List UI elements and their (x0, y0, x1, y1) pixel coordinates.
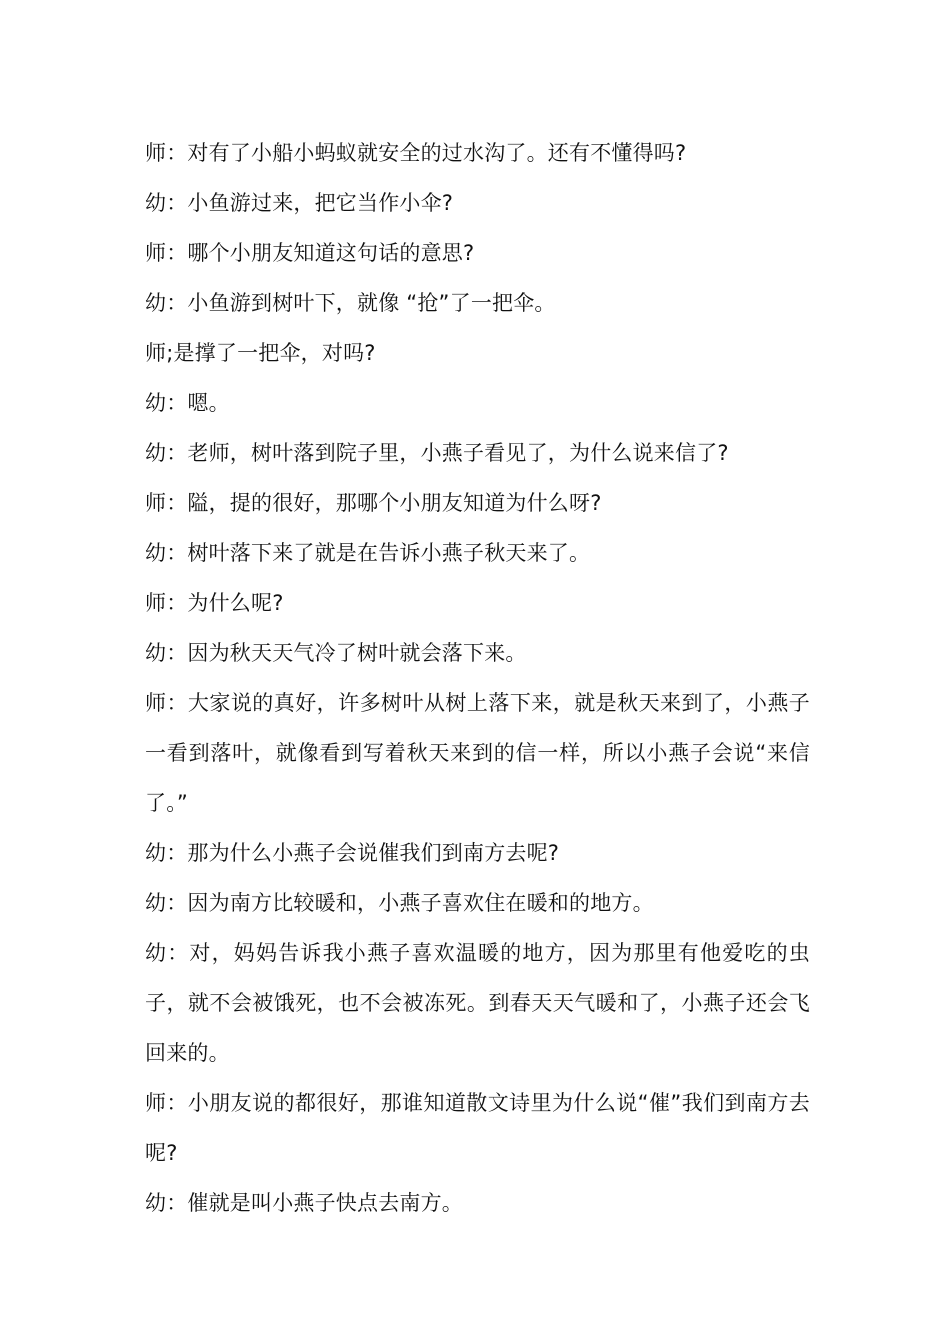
dialogue-line: 幼：老师，树叶落到院子里，小燕子看见了，为什么说来信了? (145, 441, 729, 465)
dialogue-line: 幼：因为南方比较暖和，小燕子喜欢住在暖和的地方。 (145, 891, 654, 915)
dialogue-line: 幼：那为什么小燕子会说催我们到南方去呢? (145, 841, 560, 865)
dialogue-line: 幼：催就是叫小燕子快点去南方。 (145, 1191, 463, 1215)
dialogue-line: 师：哪个小朋友知道这句话的意思? (145, 241, 475, 265)
dialogue-line: 师：为什么呢? (145, 591, 284, 615)
dialogue-line: 幼：因为秋天天气冷了树叶就会落下来。 (145, 641, 527, 665)
dialogue-line: 幼：对，妈妈告诉我小燕子喜欢温暖的地方，因为那里有他爱吃的虫子，就不会被饿死，也不会被冻死。到春天天气暖和了，小燕子还会飞回来的。 (145, 941, 810, 1065)
dialogue-line: 师：大家说的真好，许多树叶从树上落下来，就是秋天来到了，小燕子一看到落叶，就像看到写着秋天来到的信一样，所以小燕子会说“来信了。” (145, 691, 810, 815)
dialogue-line: 师：隘，提的很好，那哪个小朋友知道为什么呀? (145, 491, 602, 515)
document-page (145, 128, 810, 1228)
dialogue-line: 师：小朋友说的都很好，那谁知道散文诗里为什么说“催”我们到南方去呢? (145, 1091, 810, 1165)
dialogue-line: 幼：小鱼游过来，把它当作小伞? (145, 191, 454, 215)
dialogue-line: 幼：树叶落下来了就是在告诉小燕子秋天来了。 (145, 541, 591, 565)
dialogue-line: 幼：嗯。 (145, 391, 230, 415)
dialogue-line: 幼：小鱼游到树叶下，就像 “抢”了一把伞。 (145, 291, 556, 315)
dialogue-line: 师;是撑了一把伞，对吗? (145, 341, 376, 365)
dialogue-line: 师：对有了小船小蚂蚁就安全的过水沟了。还有不懂得吗? (145, 141, 687, 165)
